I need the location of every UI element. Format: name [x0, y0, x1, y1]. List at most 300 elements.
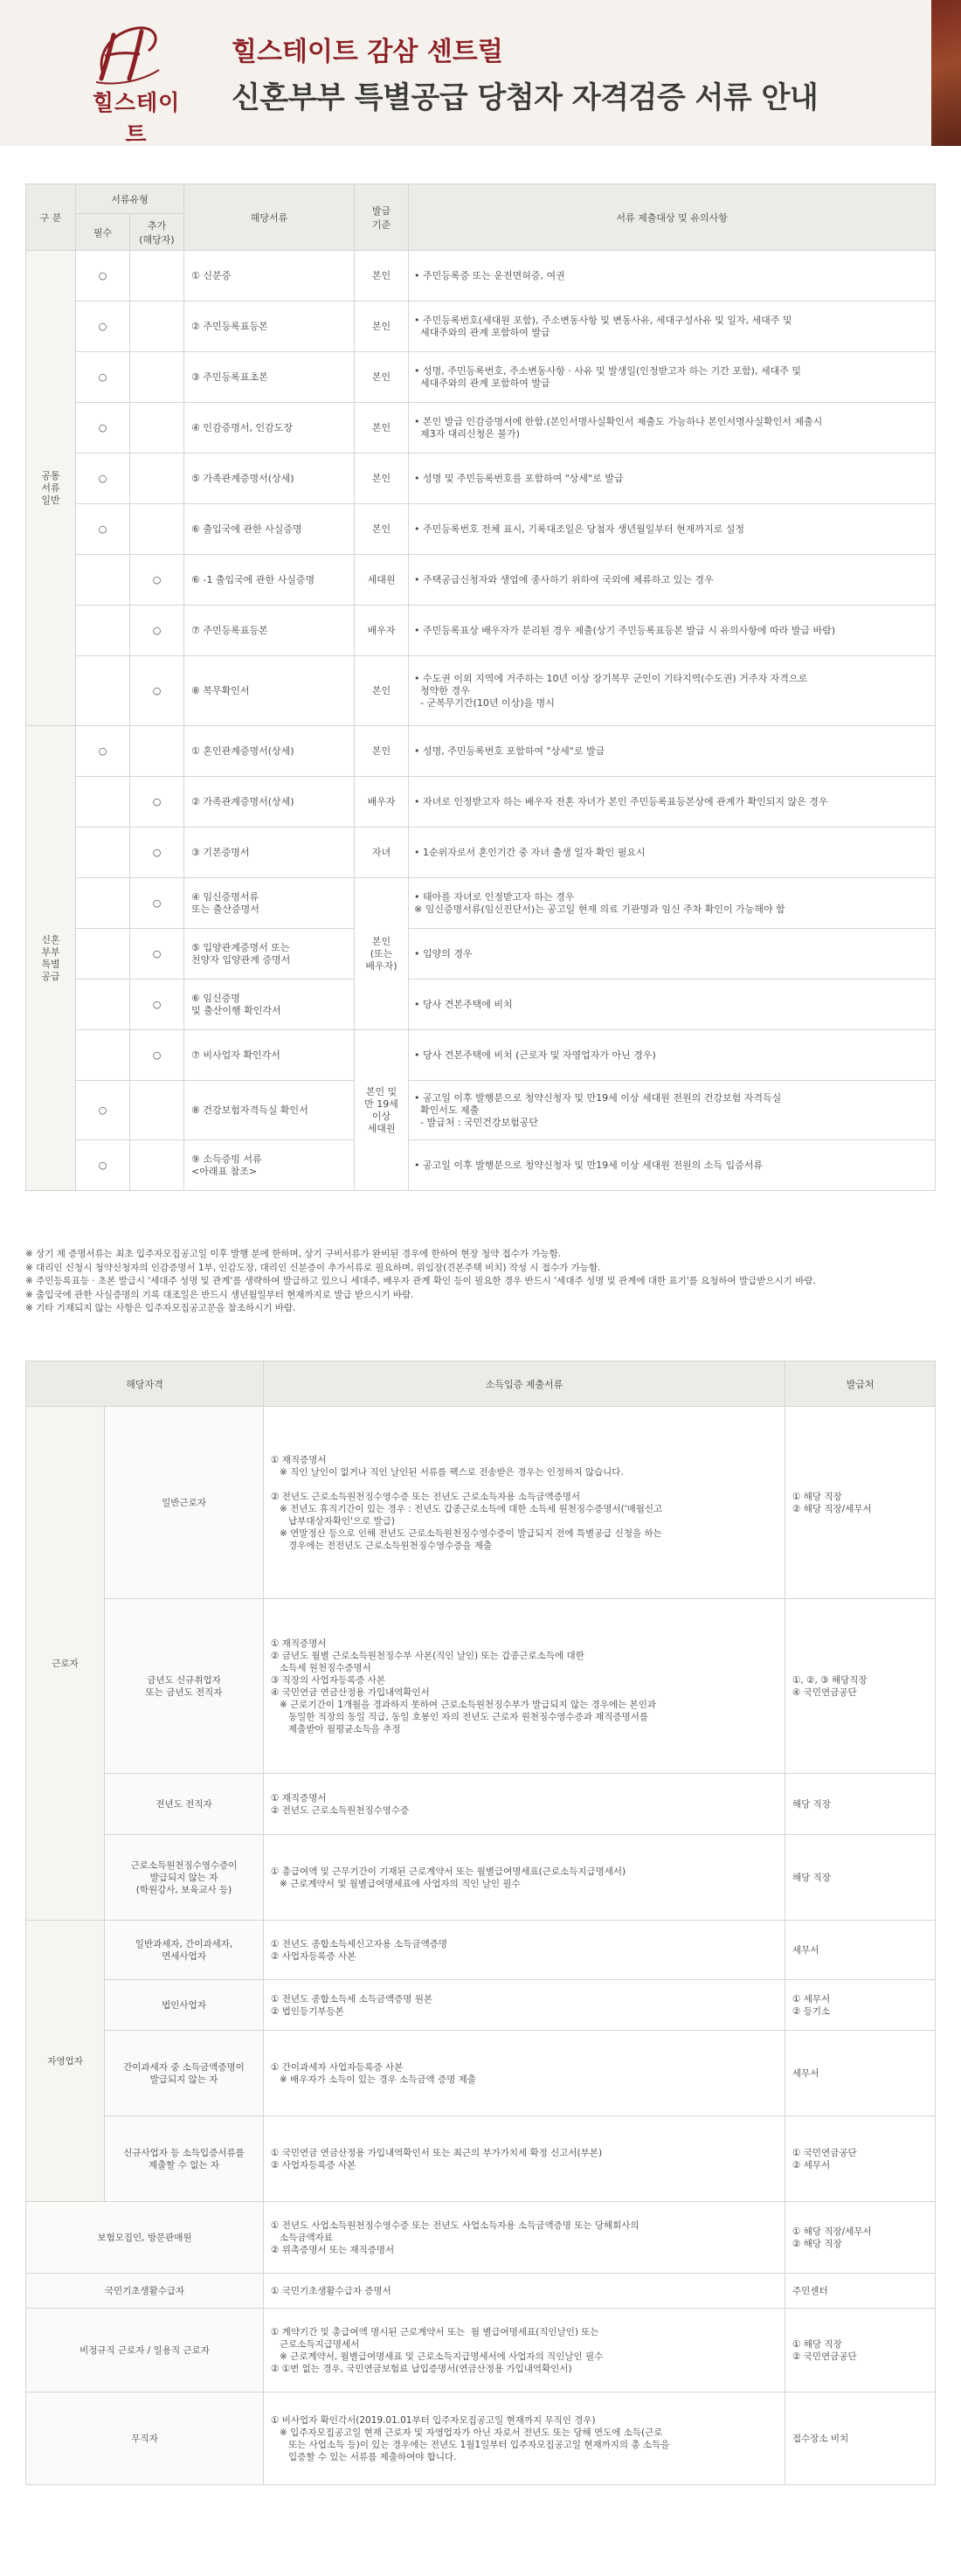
- text-line: 청약한 경우: [414, 684, 470, 696]
- note-lines: [414, 625, 930, 637]
- issuer-lines: [792, 1491, 928, 1515]
- header-required: 필수: [76, 214, 130, 251]
- required-mark: ○: [76, 352, 130, 403]
- issuer-lines: [792, 1993, 928, 2018]
- text-line: ① 비사업자 확인각서(2019.01.01부터 입주자모집공고일 현재까지 무직인 경우): [271, 2414, 596, 2426]
- additional-mark: ○: [130, 777, 184, 828]
- issuer-basis: 본인: [355, 352, 409, 403]
- note-lines: [414, 1092, 930, 1129]
- note-lines: [414, 847, 930, 859]
- note-lines: [414, 891, 930, 916]
- document-name: ② 가족관계증명서(상세): [184, 777, 355, 828]
- issuer-basis: 본인: [355, 504, 409, 555]
- group-common-docs: 공통 서류 일반: [26, 251, 76, 726]
- table-row: [26, 980, 936, 1030]
- text-line: 접수장소 비치: [792, 2433, 849, 2444]
- issuing-office: [785, 1774, 936, 1835]
- notes-cell: [409, 555, 936, 606]
- table-row: [26, 1980, 936, 2031]
- table-row: [26, 1774, 936, 1835]
- issuer-basis: 본인: [355, 454, 409, 504]
- issuer-basis: 본인: [355, 726, 409, 777]
- text-line: ② 해당 직장/세무서: [792, 1503, 872, 1514]
- text-line: 입증할 수 있는 서류를 제출하여야 합니다.: [271, 2451, 457, 2462]
- required-mark: ○: [76, 1081, 130, 1140]
- issuing-office: [785, 1599, 936, 1774]
- qualification-label: 보험모집인, 방문판매원: [26, 2202, 264, 2274]
- required-documents-table: [25, 184, 936, 1191]
- notes-cell: [409, 726, 936, 777]
- table-row: [26, 2202, 936, 2274]
- qualification-label: 일반과세자, 간이과세자, 면세사업자: [105, 1921, 264, 1980]
- table-row: [26, 2116, 936, 2202]
- qualification-label: 전년도 전직자: [105, 1774, 264, 1835]
- logo-text: 힐스테이트: [92, 90, 181, 146]
- document-name: ⑦ 비사업자 확인각서: [184, 1030, 355, 1081]
- text-line: ② 사업자등록증 사본: [271, 2159, 356, 2171]
- text-line: • 1순위자로서 혼인기간 중 자녀 출생 일자 확인 필요시: [414, 846, 646, 858]
- header-notes: 서류 제출대상 및 유의사항: [409, 184, 936, 251]
- additional-mark: ○: [130, 656, 184, 726]
- additional-mark: [130, 1140, 184, 1191]
- text-line: ① 해당 직장: [792, 1491, 842, 1502]
- table-row: [26, 1921, 936, 1980]
- text-line: • 성명, 주민등록번호 포함하여 "상세"로 발급: [414, 744, 605, 757]
- text-line: ※ 근로기간이 1개월을 경과하지 못하여 근로소득원천징수부가 발급되지 않는 경우에는 본인과: [271, 1699, 656, 1710]
- document-name: ⑤ 가족관계증명서(상세): [184, 454, 355, 504]
- required-mark: [76, 1030, 130, 1081]
- issuer-lines: [792, 2338, 928, 2363]
- note-item: ※ 주민등록표등 · 초본 발급시 '세대주 성명 및 관계'를 생략하여 발급하고 있으니 세대주, 배우자 관계 확인 등이 필요한 경우 반드시 '세대주 성명 및 관계에 대한 표기'를 요청하여 발급받으시기 바람.: [25, 1276, 816, 1286]
- issuer-basis: 배우자: [355, 606, 409, 656]
- notes-cell: [409, 777, 936, 828]
- additional-mark: ○: [130, 828, 184, 878]
- text-line: ※ 임신증명서류(임신진단서)는 공고일 현재 의료 기관명과 임신 주차 확인이 가능해야 함: [414, 903, 785, 915]
- note-lines: [414, 1160, 930, 1172]
- header-document: 해당서류: [184, 184, 355, 251]
- notes-cell: [409, 504, 936, 555]
- note-lines: [414, 416, 930, 440]
- header-issuer: 발급 기준: [355, 184, 409, 251]
- notes-cell: [409, 454, 936, 504]
- notes-cell: [409, 929, 936, 980]
- issuer-basis: 본인: [355, 251, 409, 301]
- notes-cell: [409, 828, 936, 878]
- text-line: ① 전년도 종합소득세신고자용 소득금액증명: [271, 1938, 448, 1949]
- document-name: ⑥ 출입국에 관한 사실증명: [184, 504, 355, 555]
- additional-mark: [130, 454, 184, 504]
- doc-lines: [271, 1454, 778, 1552]
- table-row: [26, 2309, 936, 2392]
- required-mark: ○: [76, 301, 130, 352]
- additional-mark: ○: [130, 878, 184, 929]
- qualification-label: 금년도 신규취업자 또는 금년도 전직자: [105, 1599, 264, 1774]
- group-self-employed: 자영업자: [26, 1921, 105, 2202]
- note-lines: [414, 523, 930, 536]
- income-documents: [264, 2309, 785, 2392]
- text-line: ② 등기소: [792, 2005, 831, 2017]
- text-line: • 성명, 주민등록번호, 주소변동사항 · 사유 및 발생일(인정받고자 하는 기간 포함), 세대주 및: [414, 364, 801, 377]
- issuer-lines: [792, 1872, 928, 1884]
- doc-lines: [271, 2414, 778, 2463]
- doc-lines: [271, 1866, 778, 1890]
- income-documents: [264, 1980, 785, 2031]
- text-line: • 공고일 이후 발행분으로 청약신청자 및 만19세 이상 세대원 전원의 소득 입증서류: [414, 1159, 763, 1171]
- hillstate-logo-icon: [87, 19, 166, 89]
- group-newlywed: 신혼 부부 특별 공급: [26, 726, 76, 1191]
- table-row: [26, 352, 936, 403]
- issuer-basis: 본인 및 만 19세 이상 세대원: [355, 1030, 409, 1191]
- text-line: 확인서도 제출: [414, 1104, 480, 1116]
- text-line: 근로소득지급명세서: [271, 2338, 360, 2350]
- table-row: [26, 1407, 936, 1599]
- document-name: ⑥ -1 출입국에 관한 사실증명: [184, 555, 355, 606]
- text-line: ④ 국민연금 연금산정용 가입내역확인서: [271, 1686, 430, 1698]
- text-line: ④ 국민연금공단: [792, 1686, 857, 1698]
- text-line: • 당사 견본주택에 비치 (근로자 및 자영업자가 아닌 경우): [414, 1049, 656, 1061]
- text-line: ※ 근로계약서 및 월별급여명세표에 사업자의 직인 날인 필수: [271, 1878, 521, 1889]
- note-item: ※ 출입국에 관한 사실증명의 기록 대조일은 반드시 생년월일부터 현재까지로 발급 받으시기 바람.: [25, 1289, 414, 1300]
- document-name: ⑤ 입양관계증명서 또는 친양자 입양관계 증명서: [184, 929, 355, 980]
- note-lines: [414, 270, 930, 282]
- qualification-label: 간이과세자 중 소득금액증명이 발급되지 않는 자: [105, 2031, 264, 2116]
- table-row: [26, 2274, 936, 2309]
- text-line: • 주택공급신청자와 생업에 종사하기 위하여 국외에 체류하고 있는 경우: [414, 573, 714, 585]
- required-mark: ○: [76, 726, 130, 777]
- table-row: [26, 504, 936, 555]
- additional-mark: ○: [130, 555, 184, 606]
- note-lines: [414, 745, 930, 758]
- additional-mark: ○: [130, 606, 184, 656]
- text-line: ② ①번 없는 경우, 국민연금보험료 납입증명서(연금산정용 가입내역확인서): [271, 2363, 572, 2374]
- text-line: • 주민등록번호 전체 표시, 기록대조일은 당첨자 생년월일부터 현재까지로 설정: [414, 523, 745, 535]
- text-line: ① 세무서: [792, 1993, 831, 2005]
- additional-mark: [130, 1081, 184, 1140]
- table-row: [26, 1835, 936, 1921]
- notes-cell: [409, 980, 936, 1030]
- required-mark: [76, 828, 130, 878]
- income-documents: [264, 2274, 785, 2309]
- text-line: 세무서: [792, 2067, 819, 2079]
- text-line: 해당 직장: [792, 1798, 831, 1810]
- notes-cell: [409, 301, 936, 352]
- text-line: • 태아를 자녀로 인정받고자 하는 경우: [414, 890, 575, 903]
- text-line: ① 재직증명서: [271, 1792, 327, 1804]
- header-qualification: 해당자격: [26, 1361, 264, 1407]
- issuer-lines: [792, 2147, 928, 2171]
- group-employee: 근로자: [26, 1407, 105, 1921]
- doc-lines: [271, 2147, 778, 2171]
- issuing-office: [785, 2274, 936, 2309]
- income-documents: [264, 2116, 785, 2202]
- qualification-label: 일반근로자: [105, 1407, 264, 1599]
- text-line: 제3자 대리신청은 불가): [414, 427, 520, 440]
- income-documents: [264, 1921, 785, 1980]
- issuer-lines: [792, 2433, 928, 2445]
- text-line: [271, 1478, 778, 1491]
- note-lines: [414, 999, 930, 1011]
- qualification-label: 무직자: [26, 2392, 264, 2485]
- text-line: ② 금년도 월별 근로소득원천징수부 사본(직인 날인) 또는 갑종근로소득에 대한: [271, 1650, 584, 1661]
- note-lines: [414, 473, 930, 485]
- notes-cell: [409, 352, 936, 403]
- note-lines: [414, 673, 930, 710]
- issuing-office: [785, 2392, 936, 2485]
- text-line: • 수도권 이외 지역에 거주하는 10년 이상 장기복무 군인이 기타지역(수도권) 거주자 자격으로: [414, 672, 808, 684]
- document-name: ③ 주민등록표초본: [184, 352, 355, 403]
- issuer-lines: [792, 2067, 928, 2080]
- additional-mark: [130, 251, 184, 301]
- income-documents: [264, 1835, 785, 1921]
- page-title: 신혼부부 특별공급 당첨자 자격검증 서류 안내: [232, 80, 819, 115]
- issuer-lines: [792, 2285, 928, 2297]
- text-line: 제출받아 월평균소득을 추정: [271, 1723, 401, 1735]
- text-line: 주민센터: [792, 2285, 828, 2296]
- notes-section: [25, 1248, 935, 1316]
- decorative-stripe: [931, 0, 961, 146]
- additional-mark: [130, 403, 184, 454]
- document-name: ① 혼인관계증명서(상세): [184, 726, 355, 777]
- required-mark: ○: [76, 504, 130, 555]
- text-line: ② 국민연금공단: [792, 2351, 857, 2362]
- issuer-basis: 본인: [355, 656, 409, 726]
- issuing-office: [785, 1980, 936, 2031]
- table-row: [26, 878, 936, 929]
- doc-lines: [271, 2219, 778, 2256]
- text-line: ① 재직증명서: [271, 1638, 327, 1649]
- notes-cell: [409, 656, 936, 726]
- additional-mark: [130, 726, 184, 777]
- income-proof-table: [25, 1361, 936, 2485]
- header-additional: 추가 (해당자): [130, 214, 184, 251]
- page-header: [0, 0, 961, 146]
- text-line: • 공고일 이후 발행분으로 청약신청자 및 만19세 이상 세대원 전원의 건강보험 자격득실: [414, 1091, 782, 1104]
- doc-lines: [271, 2061, 778, 2086]
- doc-lines: [271, 2326, 778, 2375]
- text-line: ① 전년도 사업소득원천징수영수증 또는 전년도 사업소득자용 소득금액증명 또는 당해회사의: [271, 2219, 640, 2231]
- text-line: 소득금액자료: [271, 2232, 333, 2243]
- document-name: ② 주민등록표등본: [184, 301, 355, 352]
- text-line: ※ 연말정산 등으로 인해 전년도 근로소득원천징수영수증이 발급되지 전에 특별공급 신청을 하는: [271, 1527, 662, 1539]
- note-lines: [414, 1049, 930, 1062]
- note-item: ※ 기타 기재되지 않는 사항은 입주자모집공고문을 참조하시기 바람.: [25, 1303, 296, 1313]
- text-line: ①, ②, ③ 해당직장: [792, 1674, 868, 1686]
- text-line: ※ 전년도 휴직기간이 있는 경우 : 전년도 갑종근로소득에 대한 소득세 원천징수증명서('매월신고: [271, 1503, 663, 1514]
- income-documents: [264, 2202, 785, 2274]
- table-row: [26, 777, 936, 828]
- doc-lines: [271, 1938, 778, 1963]
- text-line: ③ 직장의 사업자등록증 사본: [271, 1674, 386, 1686]
- text-line: ② 법인등기부등본: [271, 2005, 344, 2017]
- issuing-office: [785, 1921, 936, 1980]
- issuing-office: [785, 1835, 936, 1921]
- doc-lines: [271, 2285, 778, 2297]
- issuer-lines: [792, 1798, 928, 1811]
- required-mark: ○: [76, 454, 130, 504]
- text-line: ① 해당 직장/세무서: [792, 2226, 872, 2237]
- text-line: 소득세 원천징수증명서: [271, 1662, 371, 1673]
- table-row: [26, 555, 936, 606]
- table-row: [26, 301, 936, 352]
- required-mark: [76, 606, 130, 656]
- issuer-basis: 본인 (또는 배우자): [355, 878, 409, 1030]
- doc-lines: [271, 1638, 778, 1735]
- text-line: ② 세무서: [792, 2159, 831, 2171]
- table-row: [26, 726, 936, 777]
- text-line: • 자녀로 인정받고자 하는 배우자 전혼 자녀가 본인 주민등록표등본상에 관계가 확인되지 않은 경우: [414, 795, 828, 807]
- issuer-basis: 자녀: [355, 828, 409, 878]
- header-doc-type: 서류유형: [76, 184, 184, 214]
- notes-cell: [409, 606, 936, 656]
- qualification-label: 국민기초생활수급자: [26, 2274, 264, 2309]
- issuer-lines: [792, 2226, 928, 2250]
- document-name: ⑨ 소득증빙 서류 <아래표 참조>: [184, 1140, 355, 1191]
- issuer-lines: [792, 1674, 928, 1699]
- text-line: ① 국민기초생활수급자 증명서: [271, 2285, 391, 2296]
- additional-mark: [130, 352, 184, 403]
- table-row: [26, 1081, 936, 1140]
- document-name: ⑦ 주민등록표등본: [184, 606, 355, 656]
- text-line: ① 간이과세자 사업자등록증 사본: [271, 2061, 404, 2073]
- required-mark: ○: [76, 403, 130, 454]
- additional-mark: ○: [130, 929, 184, 980]
- income-documents: [264, 1407, 785, 1599]
- table-row: [26, 1030, 936, 1081]
- qualification-label: 신규사업자 등 소득입증서류를 제출할 수 없는 자: [105, 2116, 264, 2202]
- required-mark: ○: [76, 251, 130, 301]
- text-line: ※ 배우자가 소득이 있는 경우 소득금액 증명 제출: [271, 2074, 476, 2085]
- text-line: ② 전년도 근로소득원천징수영수증 또는 전년도 근로소득자용 소득금액증명서: [271, 1491, 581, 1502]
- issuer-basis: 배우자: [355, 777, 409, 828]
- header-group: 구 분: [26, 184, 76, 251]
- notes-cell: [409, 1030, 936, 1081]
- text-line: ② 사업자등록증 사본: [271, 1950, 356, 1962]
- issuing-office: [785, 1407, 936, 1599]
- text-line: ※ 직인 날인이 없거나 직인 날인된 서류를 팩스로 전송받은 경우는 인정하지 않습니다.: [271, 1466, 624, 1478]
- table-row: [26, 454, 936, 504]
- notes-cell: [409, 878, 936, 929]
- note-lines: [414, 574, 930, 586]
- text-line: - 발급처 : 국민건강보험공단: [414, 1116, 539, 1128]
- note-item: ※ 상기 제 증명서류는 최초 입주자모집공고일 이후 발행 분에 한하며, 상기 구비서류가 완비된 경우에 한하여 현장 청약 접수가 가능함.: [25, 1249, 562, 1259]
- text-line: 경우에는 전전년도 근로소득원천징수영수증을 제출: [271, 1540, 493, 1551]
- text-line: ※ 입주자모집공고일 현재 근로자 및 자영업자가 아닌 자로서 전년도 또는 당해 연도에 소득(근로: [271, 2427, 663, 2438]
- text-line: 동일한 직장의 동일 직급, 동일 호봉인 자의 전년도 근로자 원천징수영수증과 재직증명서를: [271, 1711, 649, 1722]
- issuer-basis: 본인: [355, 403, 409, 454]
- required-mark: ○: [76, 1140, 130, 1191]
- income-documents: [264, 2031, 785, 2116]
- text-line: • 주민등록번호(세대원 포함), 주소변동사항 및 변동사유, 세대구성사유 및 일자, 세대주 및: [414, 314, 792, 326]
- notes-cell: [409, 251, 936, 301]
- text-line: ① 국민연금 연금산정용 가입내역확인서 또는 최근의 부가가치세 확정 신고서(부본): [271, 2147, 603, 2158]
- qualification-label: 비정규직 근로자 / 일용직 근로자: [26, 2309, 264, 2392]
- notes-cell: [409, 1140, 936, 1191]
- qualification-label: 근로소득원천징수영수증이 발급되지 않는 자 (학원강사, 보육교사 등): [105, 1835, 264, 1921]
- document-name: ⑧ 건강보험자격득실 확인서: [184, 1081, 355, 1140]
- table-row: [26, 606, 936, 656]
- text-line: ① 계약기간 및 총급여액 명시된 근로계약서 또는 월 별급여명세표(직인날인) 또는: [271, 2326, 599, 2337]
- required-mark: [76, 777, 130, 828]
- issuing-office: [785, 2031, 936, 2116]
- text-line: 세대주와의 관계 포함하여 발급: [414, 326, 550, 338]
- table-row: [26, 403, 936, 454]
- text-line: • 입양의 경우: [414, 947, 473, 959]
- issuer-lines: [792, 1944, 928, 1956]
- note-lines: [414, 796, 930, 808]
- note-lines: [414, 315, 930, 339]
- issuer-basis: 세대원: [355, 555, 409, 606]
- note-item: ※ 대리인 신청시 청약신청자의 인감증명서 1부, 인감도장, 대리인 신분증이 추가서류로 필요하며, 위임장(견본주택 비치) 작성 시 접수가 가능함.: [25, 1262, 601, 1273]
- text-line: ① 재직증명서: [271, 1454, 327, 1465]
- issuer-basis: 본인: [355, 301, 409, 352]
- text-line: 세대주와의 관계 포함하여 발급: [414, 377, 550, 389]
- table-row: [26, 2392, 936, 2485]
- text-line: - 군복무기간(10년 이상)을 명시: [414, 696, 555, 709]
- table-row: [26, 929, 936, 980]
- issuing-office: [785, 2116, 936, 2202]
- text-line: 또는 사업소득 등)이 있는 경우에는 전년도 1월1일부터 입주자모집공고일 현재까지의 총 소득을: [271, 2439, 670, 2450]
- document-name: ④ 임신증명서류 또는 출산증명서: [184, 878, 355, 929]
- text-line: 세무서: [792, 1944, 819, 1956]
- additional-mark: [130, 301, 184, 352]
- table-row: [26, 2031, 936, 2116]
- text-line: ② 전년도 근로소득원천징수영수증: [271, 1804, 410, 1816]
- issuing-office: [785, 2202, 936, 2274]
- additional-mark: ○: [130, 1030, 184, 1081]
- qualification-label: 법인사업자: [105, 1980, 264, 2031]
- additional-mark: [130, 504, 184, 555]
- text-line: • 주민등록표상 배우자가 분리된 경우 제출(상기 주민등록표등본 발급 시 유의사항에 따라 발급 바람): [414, 624, 836, 636]
- header-issuing-office: 발급처: [785, 1361, 936, 1407]
- required-mark: [76, 656, 130, 726]
- document-name: ④ 인감증명서, 인감도장: [184, 403, 355, 454]
- required-mark: [76, 878, 130, 929]
- table-row: [26, 1599, 936, 1774]
- required-mark: [76, 555, 130, 606]
- text-line: 납부대상자확인'으로 발급): [271, 1515, 395, 1527]
- doc-lines: [271, 1993, 778, 2018]
- doc-lines: [271, 1792, 778, 1817]
- notes-cell: [409, 403, 936, 454]
- note-lines: [414, 365, 930, 390]
- text-line: ① 해당 직장: [792, 2338, 842, 2350]
- table-row: [26, 251, 936, 301]
- document-name: ③ 기본증명서: [184, 828, 355, 878]
- header-income-documents: 소득입증 제출서류: [264, 1361, 785, 1407]
- table-row: [26, 656, 936, 726]
- text-line: ② 해당 직장: [792, 2238, 842, 2249]
- income-documents: [264, 1599, 785, 1774]
- notes-cell: [409, 1081, 936, 1140]
- table-row: [26, 828, 936, 878]
- text-line: ② 위촉증명서 또는 재직증명서: [271, 2244, 395, 2255]
- text-line: ① 전년도 종합소득세 소득금액증명 원본: [271, 1993, 433, 2005]
- document-name: ⑥ 임신증명 및 출산이행 확인각서: [184, 980, 355, 1030]
- required-mark: [76, 980, 130, 1030]
- text-line: • 본인 발급 인감증명서에 한함.(본인서명사실확인서 제출도 가능하나 본인서명사실확인서 제출시: [414, 415, 823, 427]
- required-mark: [76, 929, 130, 980]
- document-name: ⑧ 복무확인서: [184, 656, 355, 726]
- issuing-office: [785, 2309, 936, 2392]
- document-name: ① 신분증: [184, 251, 355, 301]
- text-line: 해당 직장: [792, 1872, 831, 1883]
- table-row: [26, 1140, 936, 1191]
- text-line: • 당사 견본주택에 비치: [414, 998, 513, 1010]
- text-line: ※ 근로계약서, 월별급여명세표 및 근로소득지급명세서에 사업자의 직인날인 필수: [271, 2351, 604, 2362]
- income-documents: [264, 2392, 785, 2485]
- text-line: • 성명 및 주민등록번호를 포함하여 "상세"로 발급: [414, 472, 624, 484]
- complex-name: 힐스테이트 감삼 센트럴: [232, 37, 503, 67]
